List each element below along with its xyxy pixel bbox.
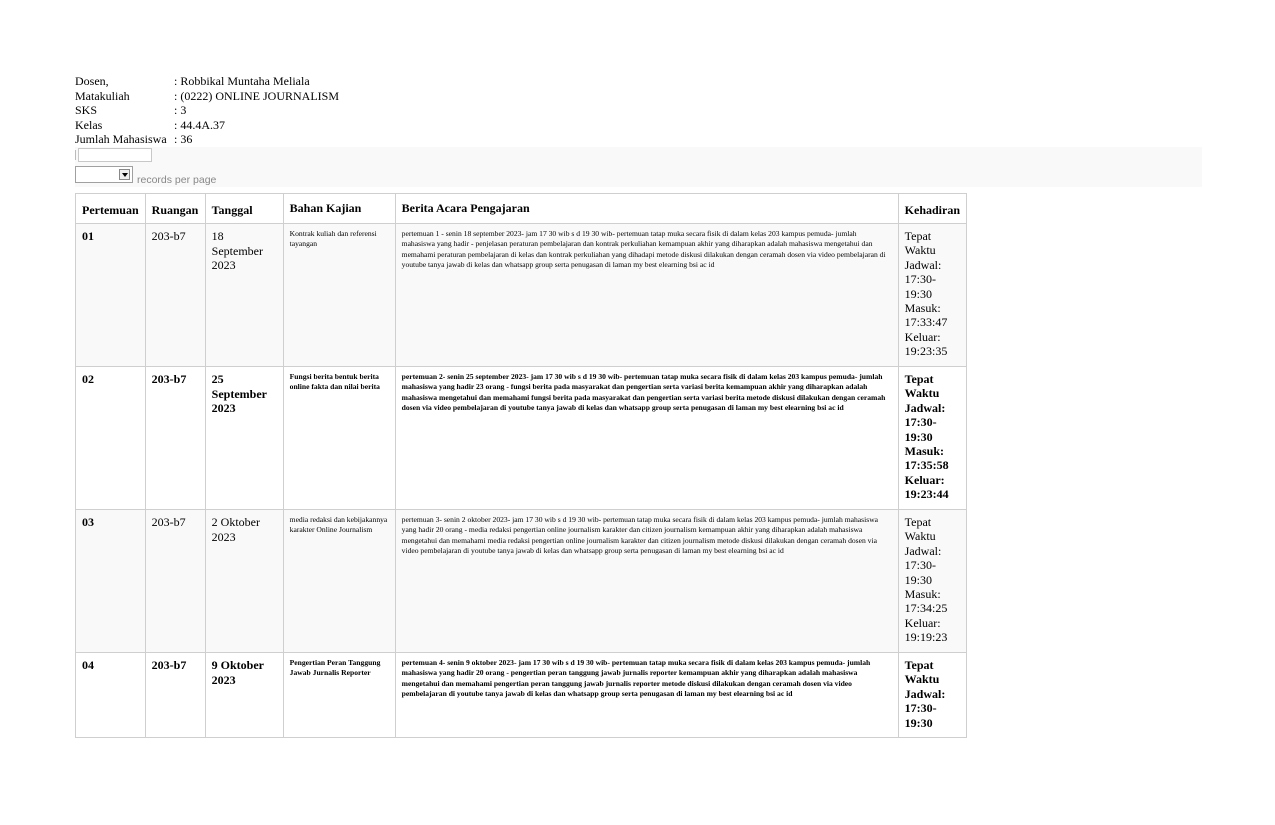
kehadiran-line: Tepat <box>904 229 932 243</box>
info-label: Kelas <box>75 117 103 132</box>
kehadiran-line: 19:30 <box>904 429 933 444</box>
kehadiran-line: Keluar: <box>904 472 945 487</box>
header-pertemuan[interactable]: Pertemuan <box>76 193 146 223</box>
info-label: SKS <box>75 103 98 118</box>
kehadiran-line: 19:23:35 <box>904 344 948 359</box>
info-row-kelas <box>75 118 339 133</box>
cell-tanggal: 25 September 2023 <box>206 366 284 509</box>
kehadiran-line: Waktu <box>904 243 936 258</box>
cell-kehadiran <box>899 223 967 366</box>
kehadiran-line: 19:30 <box>904 715 933 730</box>
info-label: Matakuliah <box>75 88 130 103</box>
chevron-down-icon[interactable] <box>119 169 130 180</box>
cell-pertemuan: 01 <box>76 223 146 366</box>
cell-berita-acara: pertemuan 1 - senin 18 september 2023- jam 17 30 wib s d 19 30 wib- pertemuan tatap muka secara fisik di dalam kelas 203 kampus pemuda- jumlah mahasiswa yang hadir - penjelasan peraturan pembelajaran dan kontrak perkuliahan kemampuan akhir yang diharapkan adalah mahasiswa mengetahui dan memahami peraturan pembelajaran di kelas dan kontrak perkuliahan yang dihadapi metode diskusi dilakukan dengan ceramah dosen via video pembelajaran di youtube tanya jawab di kelas dan whatsapp group serta penugasan di laman my best elearning bsi ac id <box>396 223 899 366</box>
kehadiran-line: 17:30- <box>904 701 937 716</box>
info-value: : 3 <box>174 103 187 118</box>
kehadiran-line: 17:30- <box>904 415 937 430</box>
kehadiran-line: Waktu <box>904 672 940 687</box>
kehadiran-line: Waktu <box>904 386 940 401</box>
cell-ruangan: 203-b7 <box>146 509 206 652</box>
cell-berita-acara: pertemuan 2- senin 25 september 2023- jam 17 30 wib s d 19 30 wib- pertemuan tatap muka secara fisik di dalam kelas 203 kampus pemuda- jumlah mahasiswa yang hadir 23 orang - fungsi berita pada masyarakat dan pengertian serta variasi berita kemampuan akhir yang diharapkan adalah mahasiswa mengetahui dan memahami fungsi berita pada masyarakat dan pengertian serta variasi berita metode diskusi dilakukan dengan ceramah dosen via video pembelajaran di youtube tanya jawab di kelas dan whatsapp group serta penugasan di laman my best elearning bsi ac id <box>396 366 899 509</box>
cell-bahan-kajian: Fungsi berita bentuk berita online fakta dan nilai berita <box>284 366 396 509</box>
course-info <box>75 74 339 147</box>
table-row <box>76 652 967 737</box>
kehadiran-line: Jadwal: <box>904 257 942 272</box>
cell-pertemuan: 02 <box>76 366 146 509</box>
records-per-page-select[interactable] <box>75 166 133 183</box>
kehadiran-line: Keluar: <box>904 329 941 344</box>
info-row-dosen <box>75 74 339 89</box>
kehadiran-line: Masuk: <box>904 444 944 459</box>
kehadiran-line: 17:30- <box>904 272 936 287</box>
info-label: Dosen, <box>75 74 109 88</box>
info-label: Jumlah Mahasiswa <box>75 132 167 147</box>
kehadiran-line: 17:30- <box>904 558 936 573</box>
cell-berita-acara: pertemuan 3- senin 2 oktober 2023- jam 17 30 wib s d 19 30 wib- pertemuan tatap muka secara fisik di dalam kelas 203 kampus pemuda- jumlah mahasiswa yang hadir 20 orang - media redaksi pengertian online journalism karakter dan citizen journalism kemampuan akhir yang diharapkan adalah mahasiswa mengetahui dan memahami media redaksi pengertian online journalism karakter dan citizen journalism metode diskusi dilakukan dengan ceramah dosen via video pembelajaran di youtube tanya jawab di kelas dan whatsapp group serta penugasan di laman my best elearning bsi ac id <box>396 509 899 652</box>
search-cursor <box>75 150 76 160</box>
info-value: : Robbikal Muntaha Meliala <box>174 74 310 88</box>
kehadiran-line: Jadwal: <box>904 686 946 701</box>
records-per-page-label: records per page <box>137 174 217 186</box>
header-bahan-kajian[interactable]: Bahan Kajian <box>284 193 396 223</box>
cell-tanggal: 18 September 2023 <box>206 223 284 366</box>
info-value: : 36 <box>174 132 193 147</box>
header-ruangan[interactable]: Ruangan <box>146 193 206 223</box>
cell-ruangan: 203-b7 <box>146 366 206 509</box>
kehadiran-line: 17:35:58 <box>904 458 949 473</box>
cell-bahan-kajian: Pengertian Peran Tanggung Jawab Jurnalis Reporter <box>284 652 396 737</box>
header-tanggal[interactable]: Tanggal <box>206 193 284 223</box>
info-row-matakuliah <box>75 89 339 104</box>
search-input[interactable] <box>78 148 152 162</box>
kehadiran-line: Tepat <box>904 658 934 672</box>
cell-tanggal: 2 Oktober 2023 <box>206 509 284 652</box>
kehadiran-line: Keluar: <box>904 615 941 630</box>
kehadiran-line: Masuk: <box>904 587 941 602</box>
info-row-sks <box>75 103 339 118</box>
kehadiran-line: 19:23:44 <box>904 487 949 502</box>
cell-bahan-kajian: media redaksi dan kebijakannya karakter Online Journalism <box>284 509 396 652</box>
kehadiran-line: Tepat <box>904 515 932 529</box>
kehadiran-line: 19:30 <box>904 572 932 587</box>
kehadiran-line: Masuk: <box>904 301 941 316</box>
kehadiran-line: Jadwal: <box>904 543 942 558</box>
cell-pertemuan: 03 <box>76 509 146 652</box>
table-header-row <box>76 193 967 223</box>
cell-berita-acara: pertemuan 4- senin 9 oktober 2023- jam 17 30 wib s d 19 30 wib- pertemuan tatap muka secara fisik di dalam kelas 203 kampus pemuda- jumlah mahasiswa yang hadir 20 orang - pengertian peran tanggung jawab jurnalis reporter kemampuan akhir yang diharapkan adalah mahasiswa mengetahui dan memahami pengertian peran tanggung jawab jurnalis reporter metode diskusi dilakukan dengan ceramah dosen via video pembelajaran di youtube tanya jawab di kelas dan whatsapp group serta penugasan di laman my best elearning bsi ac id <box>396 652 899 737</box>
cell-pertemuan: 04 <box>76 652 146 737</box>
attendance-table <box>75 193 967 738</box>
kehadiran-line: 19:30 <box>904 286 932 301</box>
kehadiran-line: Waktu <box>904 529 936 544</box>
cell-kehadiran <box>899 509 967 652</box>
header-kehadiran[interactable]: Kehadiran <box>899 193 967 223</box>
kehadiran-line: Tepat <box>904 372 934 386</box>
info-value: : 44.4A.37 <box>174 117 225 132</box>
header-berita-acara[interactable]: Berita Acara Pengajaran <box>396 193 899 223</box>
table-row <box>76 223 967 366</box>
kehadiran-line: Jadwal: <box>904 400 946 415</box>
table-row <box>76 366 967 509</box>
cell-ruangan: 203-b7 <box>146 223 206 366</box>
kehadiran-line: 17:33:47 <box>904 315 948 330</box>
cell-kehadiran <box>899 652 967 737</box>
kehadiran-line: 17:34:25 <box>904 601 948 616</box>
kehadiran-line: 19:19:23 <box>904 630 948 645</box>
cell-tanggal: 9 Oktober 2023 <box>206 652 284 737</box>
table-controls-band <box>75 147 1202 187</box>
cell-kehadiran <box>899 366 967 509</box>
info-row-jumlah-mahasiswa <box>75 132 339 147</box>
info-value: : (0222) ONLINE JOURNALISM <box>174 88 339 103</box>
table-row <box>76 509 967 652</box>
cell-bahan-kajian: Kontrak kuliah dan referensi tayangan <box>284 223 396 366</box>
cell-ruangan: 203-b7 <box>146 652 206 737</box>
